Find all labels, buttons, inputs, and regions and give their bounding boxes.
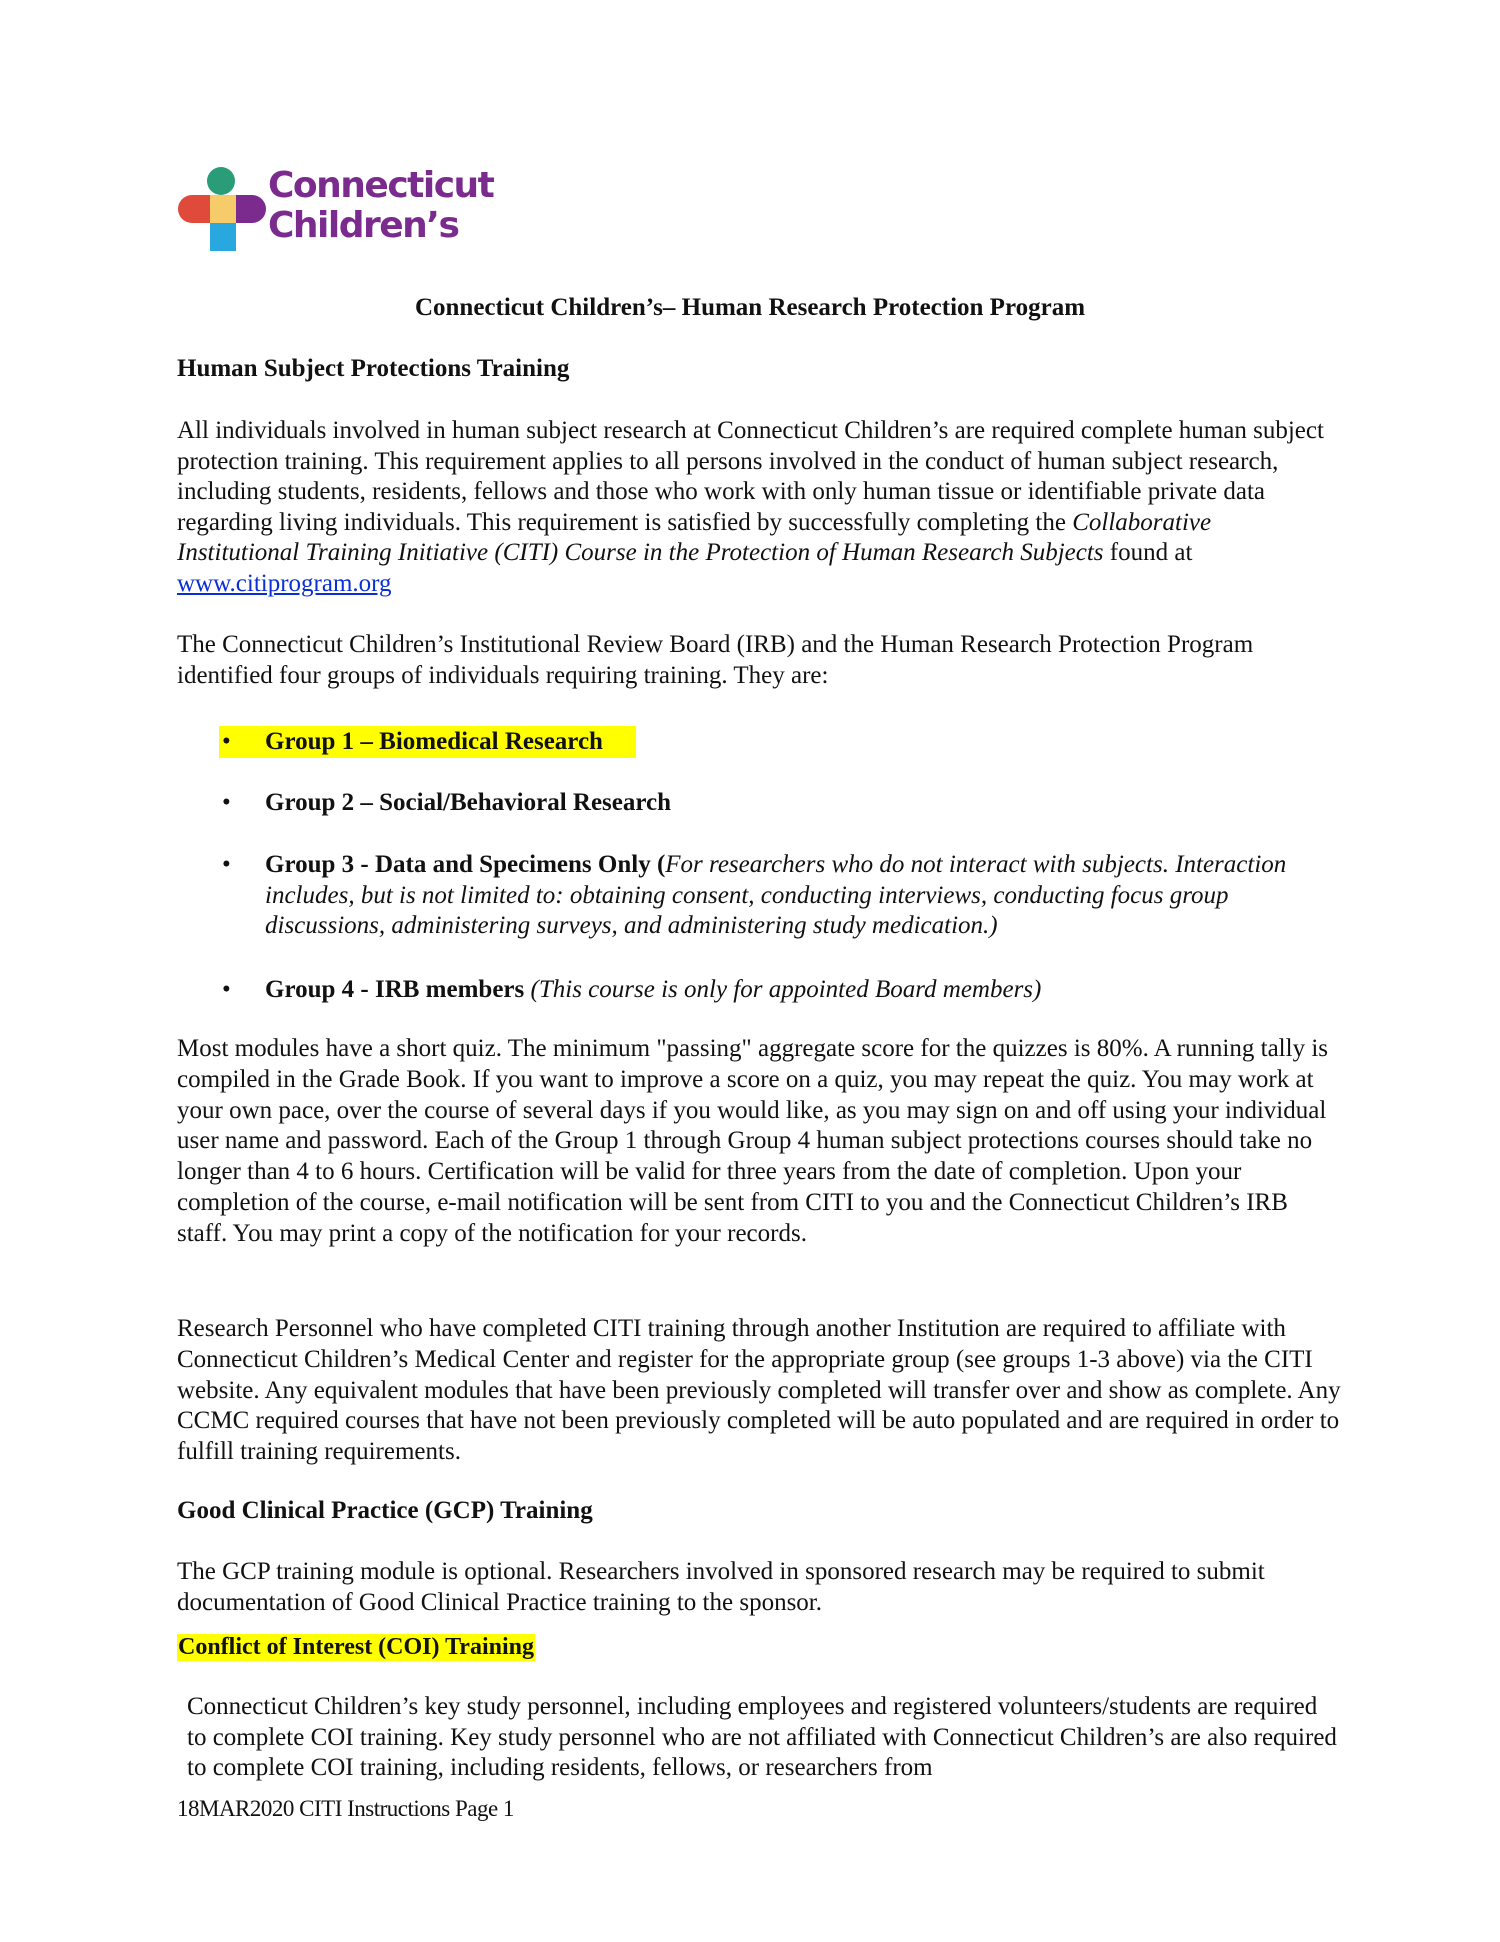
gcp-paragraph: The GCP training module is optional. Researchers involved in sponsored research may be required to submit documentation of Good Clinical Practice training to the sponsor.	[177, 1558, 1265, 1616]
course-name: Collaborative Institutional Training Initiative (CITI) Course in the Protection of Human Research Subjects	[177, 508, 1212, 567]
coi-paragraph: Connecticut Children’s key study personnel, including employees and registered volunteers/students are required to complete COI training. Key study personnel who are not affiliated with Connecticut Children’s are also required to complete COI training, including residents, fellows, or researchers from	[187, 1693, 1337, 1782]
logo-line-2: Children’s	[268, 205, 459, 246]
section-heading-gcp: Good Clinical Practice (GCP) Training	[177, 1497, 593, 1524]
logo-cross-icon	[176, 164, 268, 252]
groups-intro-paragraph: The Connecticut Children’s Institutional Review Board (IRB) and the Human Research Protection Program identified four groups of individuals requiring training. They are:	[177, 631, 1254, 689]
document-title: Connecticut Children’s– Human Research Protection Program	[414, 294, 1086, 321]
logo-wordmark	[268, 166, 493, 246]
group-4-label: Group 4 - IRB members	[265, 976, 531, 1003]
group-1-item: Group 1 – Biomedical Research	[265, 728, 603, 755]
group-4-item	[265, 975, 1325, 1006]
section-heading-coi: Conflict of Interest (COI) Training	[178, 1634, 534, 1660]
intro-text-after: found at	[1103, 539, 1193, 567]
connecticut-childrens-logo	[176, 164, 496, 252]
bullet-icon: •	[222, 728, 231, 755]
group-4-note: (This course is only for appointed Board members)	[530, 976, 1042, 1003]
intro-text: All individuals involved in human subject research at Connecticut Children’s are required complete human subject protection training. This requirement applies to all persons involved in the conduct of human subject research, including students, residents, fellows and those who work with only human tissue or identifiable private data regarding living individuals. This requirement is satisfied by successfully completing the	[177, 417, 1324, 536]
section-heading-human-subject: Human Subject Protections Training	[177, 355, 570, 382]
intro-paragraph	[177, 416, 1337, 600]
quiz-paragraph: Most modules have a short quiz. The minimum "passing" aggregate score for the quizzes is 80%. A running tally is compiled in the Grade Book. If you want to improve a score on a quiz, you may repeat the quiz. You may work at your own pace, over the course of several days if you would like, as you may sign on and off using your individual user name and password. Each of the Group 1 through Group 4 human subject protections courses should take no longer than 4 to 6 hours. Certification will be valid for three years from the date of completion. Upon your completion of the course, e-mail notification will be sent from CITI to you and the Connecticut Children’s IRB staff. You may print a copy of the notification for your records.	[177, 1035, 1328, 1247]
bullet-icon: •	[222, 851, 231, 878]
bullet-icon: •	[222, 789, 231, 816]
affiliate-paragraph: Research Personnel who have completed CITI training through another Institution are required to affiliate with Connecticut Children’s Medical Center and register for the appropriate group (see groups 1-3 above) via the CITI website. Any equivalent modules that have been previously completed will transfer over and show as complete. Any CCMC required courses that have not been previously completed will be auto populated and are required in order to fulfill training requirements.	[177, 1315, 1341, 1466]
logo-line-1: Connecticut	[268, 165, 494, 206]
citi-program-link[interactable]: www.citiprogram.org	[177, 569, 392, 597]
group-3-item	[265, 850, 1325, 942]
bullet-icon: •	[222, 976, 231, 1003]
group-3-note: For researchers who do not interact with subjects. Interaction includes, but is not limited to: obtaining consent, conducting interviews, conducting focus group discussions, administering surveys, and administering study medication.)	[265, 851, 1287, 940]
page-footer: 18MAR2020 CITI Instructions Page 1	[177, 1796, 514, 1821]
group-3-label: Group 3 - Data and Specimens Only (	[265, 851, 666, 878]
group-2-item: Group 2 – Social/Behavioral Research	[265, 789, 672, 816]
